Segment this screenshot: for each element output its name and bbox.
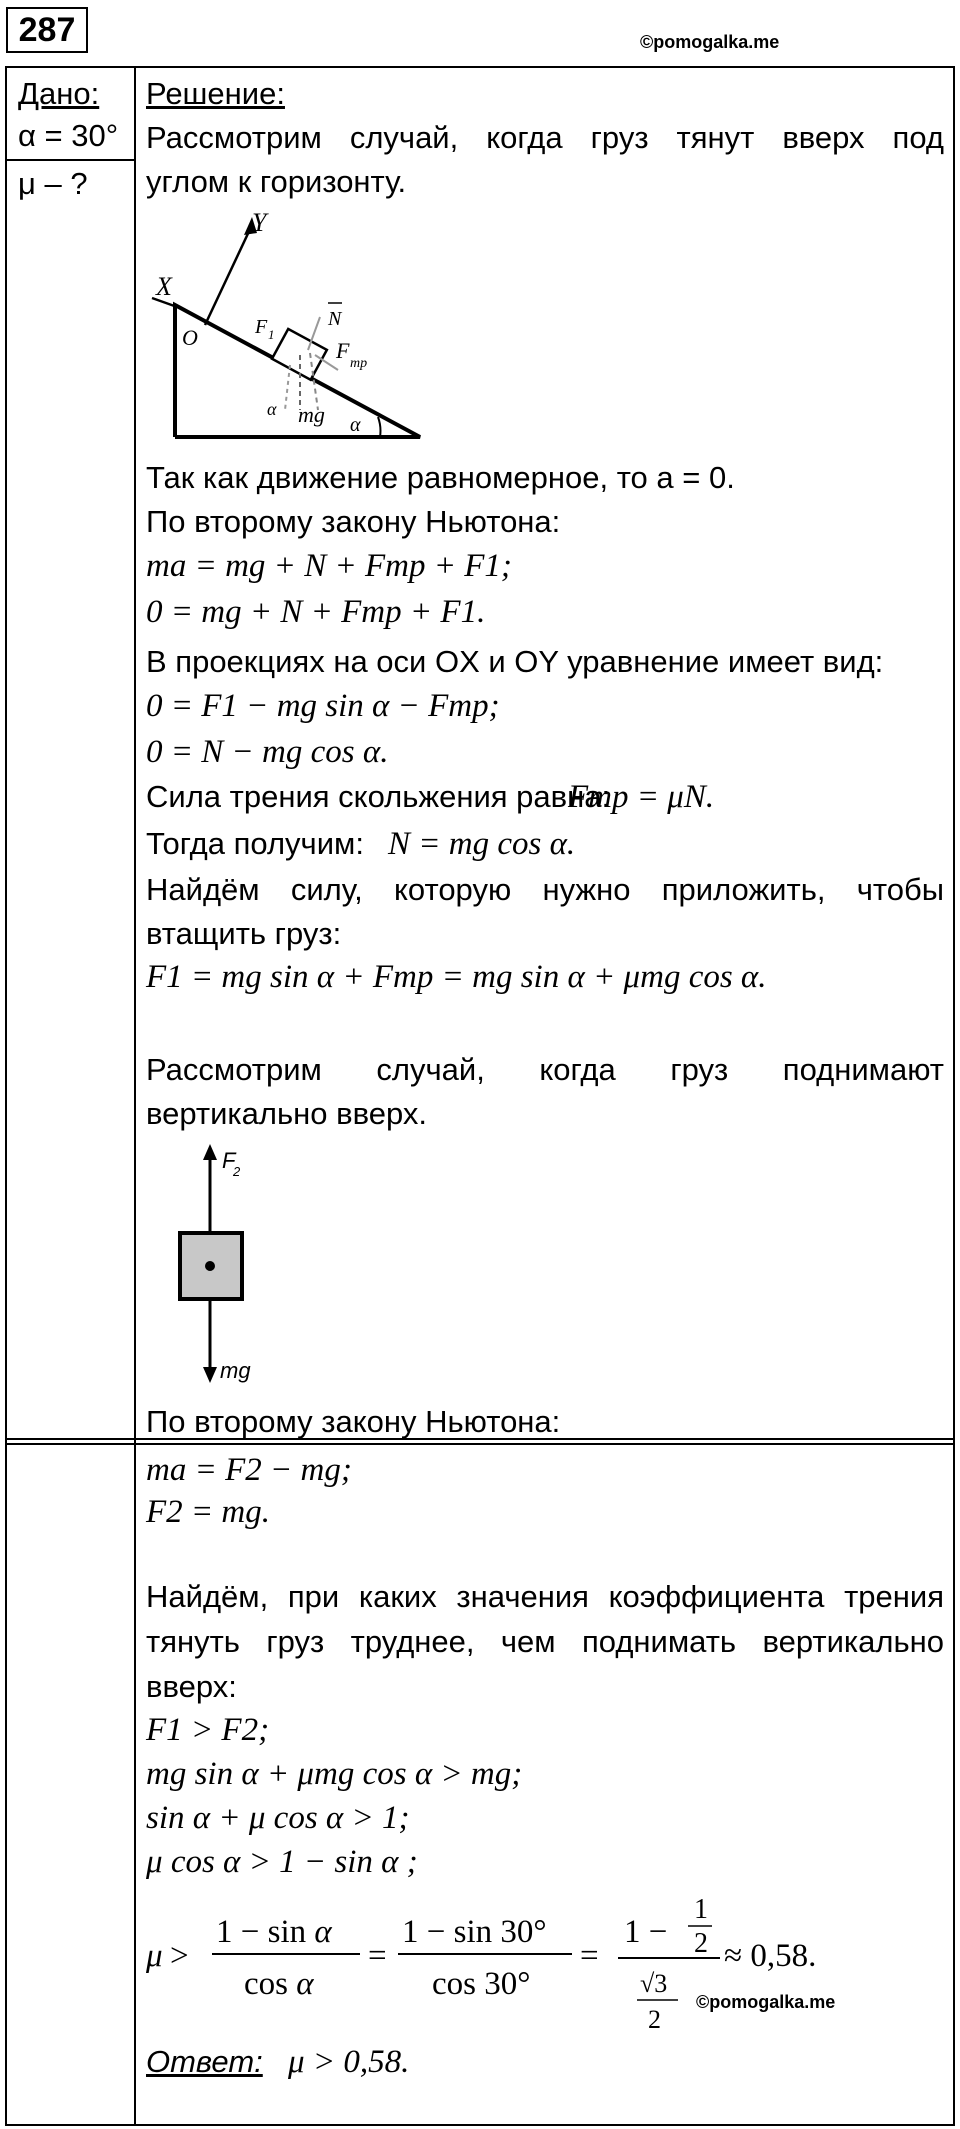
svg-text:√3: √3 <box>640 1969 668 1998</box>
inequality-3: sin α + μ cos α > 1; <box>146 1800 410 1836</box>
table-top-border <box>5 66 955 68</box>
label-mg2: mg <box>220 1358 251 1383</box>
label-ftr-sub: тр <box>350 356 368 371</box>
equation-7: F2 = mg. <box>146 1494 271 1530</box>
svg-text:1 −: 1 − <box>624 1914 668 1950</box>
case2-line1: Рассмотрим случай, когда груз поднимают <box>146 1052 944 1087</box>
given-divider <box>5 159 135 161</box>
newton2-text: По второму закону Ньютона: <box>146 1404 561 1439</box>
label-alpha-block: α <box>267 399 277 419</box>
coef-line3: вверх: <box>146 1669 237 1704</box>
label-o: O <box>182 325 198 350</box>
f2-arrowhead <box>203 1144 217 1160</box>
svg-text:2: 2 <box>694 1928 708 1959</box>
then-label: Тогда получим: <box>146 826 364 861</box>
answer-label: Ответ: <box>146 2044 263 2079</box>
center-point <box>205 1261 215 1271</box>
inequality-4: μ cos α > 1 − sin α ; <box>146 1844 418 1880</box>
case2-line2: вертикально вверх. <box>146 1096 427 1131</box>
label-mg: mg <box>298 402 325 427</box>
solution-header: Решение: <box>146 76 285 111</box>
svg-text:cos 30°: cos 30° <box>432 1966 531 2002</box>
find-force-line2: втащить груз: <box>146 916 342 951</box>
friction-equation: Fтр = μN. <box>568 779 715 815</box>
coef-line2: тянуть груз труднее, чем поднимать вертикально <box>146 1624 944 1659</box>
svg-text:1 − sin 30°: 1 − sin 30° <box>402 1914 547 1950</box>
svg-text:1 − sin α: 1 − sin α <box>216 1914 332 1950</box>
given-find: μ – ? <box>18 166 88 201</box>
table-column-divider <box>134 66 136 2126</box>
mg-arrowhead <box>203 1367 217 1383</box>
inclined-plane-diagram <box>140 205 440 450</box>
dashed-line-3 <box>285 365 290 410</box>
equation-5: F1 = mg sin α + Fтр = mg sin α + μmg cos α. <box>146 959 767 995</box>
label-f2: F <box>222 1148 236 1173</box>
then-equation: N = mg cos α. <box>388 826 576 862</box>
label-f1: F <box>255 316 268 338</box>
label-alpha-base: α <box>350 414 361 436</box>
label-y: Y <box>252 208 267 237</box>
final-fraction-expression <box>140 1880 860 2040</box>
label-f1-sub: 1 <box>268 327 275 342</box>
find-force-line1: Найдём силу, которую нужно приложить, чтобы <box>146 872 944 907</box>
svg-text:=: = <box>580 1938 599 1974</box>
given-header: Дано: <box>18 76 100 111</box>
friction-label: Сила трения скольжения равна: <box>146 779 611 814</box>
equation-6: ma = F2 − mg; <box>146 1452 352 1488</box>
equation-3: 0 = F1 − mg sin α − Fтр; <box>146 688 500 724</box>
label-x: X <box>156 272 172 301</box>
svg-text:cos α: cos α <box>244 1966 314 2002</box>
equation-1: ma = mg + N + Fтр + F1; <box>146 548 512 584</box>
block <box>272 329 327 380</box>
watermark-bottom: ©pomogalka.me <box>696 1992 836 2012</box>
table-right-border <box>953 66 955 2126</box>
vertical-lift-diagram <box>170 1140 290 1390</box>
coef-line1: Найдём, при каких значения коэффициента трения <box>146 1579 944 1614</box>
y-axis <box>205 225 252 325</box>
svg-text:=: = <box>368 1938 387 1974</box>
uniform-motion-text: Так как движение равномерное, то a = 0. <box>146 460 735 495</box>
equation-2: 0 = mg + N + Fтр + F1. <box>146 594 486 630</box>
case1-line2: углом к горизонту. <box>146 164 407 199</box>
label-ftr: F <box>336 338 350 363</box>
table-left-border <box>5 66 7 2126</box>
case1-line1: Рассмотрим случай, когда груз тянут вверх под <box>146 120 944 155</box>
svg-text:1: 1 <box>694 1894 708 1925</box>
equation-4: 0 = N − mg cos α. <box>146 734 389 770</box>
svg-text:>: > <box>170 1938 189 1974</box>
inequality-2: mg sin α + μmg cos α > mg; <box>146 1756 523 1792</box>
problem-number: 287 <box>6 7 88 53</box>
watermark-top: ©pomogalka.me <box>640 32 780 52</box>
svg-text:μ: μ <box>146 1938 163 1974</box>
inequality-1: F1 > F2; <box>146 1712 270 1748</box>
svg-text:2: 2 <box>648 2005 661 2034</box>
table-bottom-border <box>5 2124 955 2126</box>
answer-value: μ > 0,58. <box>288 2044 410 2080</box>
label-f2-sub: 2 <box>233 1164 241 1179</box>
final-result: ≈ 0,58. <box>724 1938 817 1974</box>
given-alpha: α = 30° <box>18 118 119 153</box>
newton-text: По второму закону Ньютона: <box>146 504 561 539</box>
projections-text: В проекциях на оси OX и OY уравнение имеет вид: <box>146 644 884 679</box>
label-n: N <box>328 308 342 330</box>
alpha-arc <box>378 417 380 437</box>
